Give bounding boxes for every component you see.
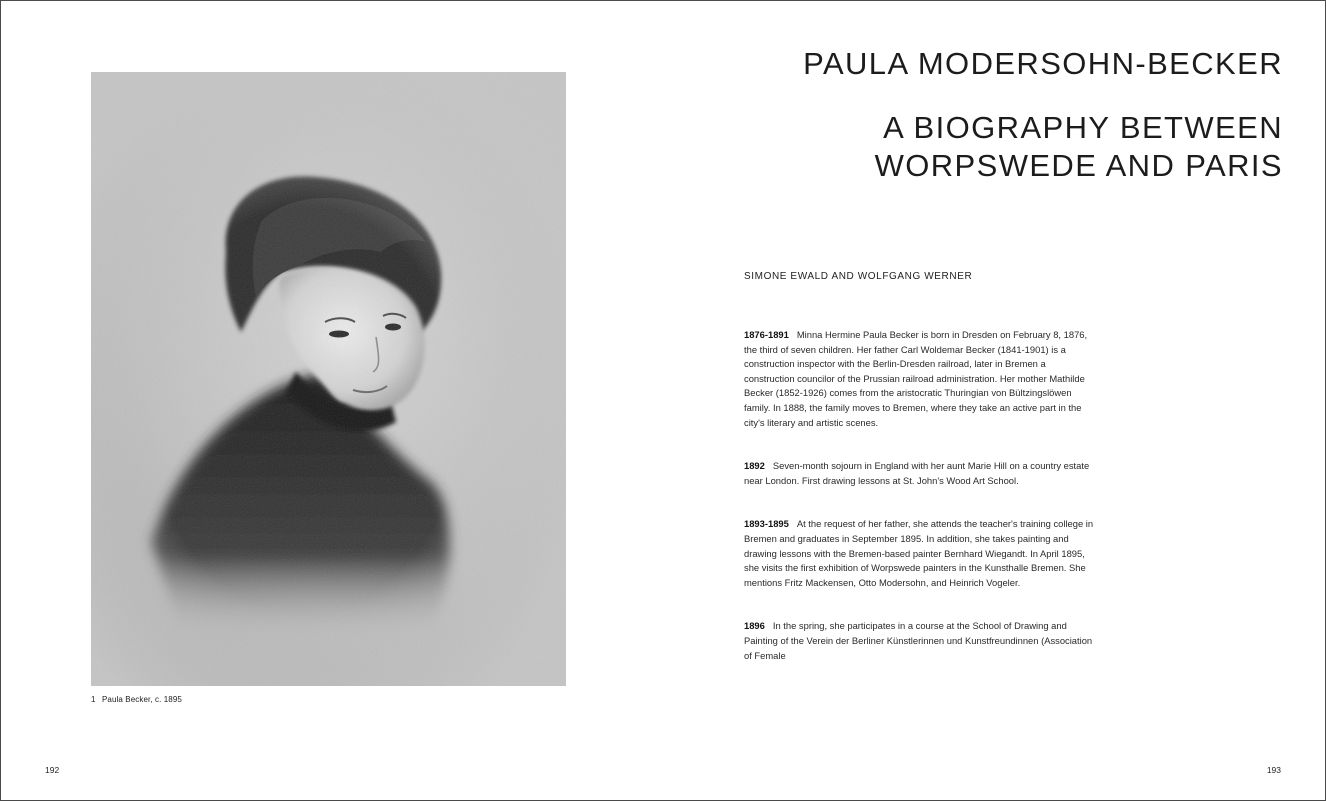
authors-byline: SIMONE EWALD AND WOLFGANG WERNER <box>744 271 973 282</box>
chapter-title-block <box>803 45 1283 185</box>
chronology-year: 1876-1891 <box>744 329 789 340</box>
chapter-subtitle-line-1: A BIOGRAPHY BETWEEN <box>883 110 1283 145</box>
chapter-subtitle-line-2: WORPSWEDE AND PARIS <box>874 148 1283 183</box>
portrait-photograph <box>91 72 566 686</box>
chronology-text: At the request of her father, she attends the teacher's training college in Bremen and graduates in September 1895. In addition, she takes painting and drawing lessons with the Bremen-based painter Bernhard Wiegandt. In April 1895, she visits the first exhibition of Worpswede painters in the Kunsthalle Bremen. She mentions Fritz Mackensen, Otto Modersohn, and Heinrich Vogeler. <box>744 518 1094 588</box>
figure-number: 1 <box>91 695 96 704</box>
chronology-entry <box>744 328 1096 430</box>
chronology-entry <box>744 517 1096 590</box>
chronology-year: 1896 <box>744 620 765 632</box>
chronology-year: 1892 <box>744 460 765 472</box>
chapter-subtitle <box>803 109 1283 185</box>
chapter-title: PAULA MODERSOHN-BECKER <box>803 46 1283 81</box>
figure-caption-text: Paula Becker, c. 1895 <box>102 695 182 704</box>
chronology-text: In the spring, she participates in a course at the School of Drawing and Painting of the Verein der Berliner Künstlerinnen und Kunstfreundinnen (Association of Female <box>744 620 1093 661</box>
chronology <box>744 328 1096 663</box>
figure-caption <box>91 695 182 704</box>
page-number-left: 192 <box>45 765 60 775</box>
chronology-entry <box>744 459 1096 488</box>
portrait-image <box>91 72 566 686</box>
chronology-text: Seven-month sojourn in England with her aunt Marie Hill on a country estate near London. First drawing lessons at St. John's Wood Art School. <box>744 460 1090 486</box>
chronology-year: 1893-1895 <box>744 518 789 530</box>
chronology-entry <box>744 619 1096 663</box>
page-number-right: 193 <box>1266 765 1281 775</box>
chronology-text: Minna Hermine Paula Becker is born in Dresden on February 8, 1876, the third of seven children. Her father Carl Woldemar Becker (1841-1901) is a construction inspector with the Berlin-Dresden railroad, later in Bremen a construction councilor of the Prussian railroad administration. Her mother Mathilde Becker (1852-1926) comes from the aristocratic Thuringian von Bültzingslöwen family. In 1888, the family moves to Bremen, where they take an active part in the city's literary and artistic scenes. <box>744 329 1088 428</box>
